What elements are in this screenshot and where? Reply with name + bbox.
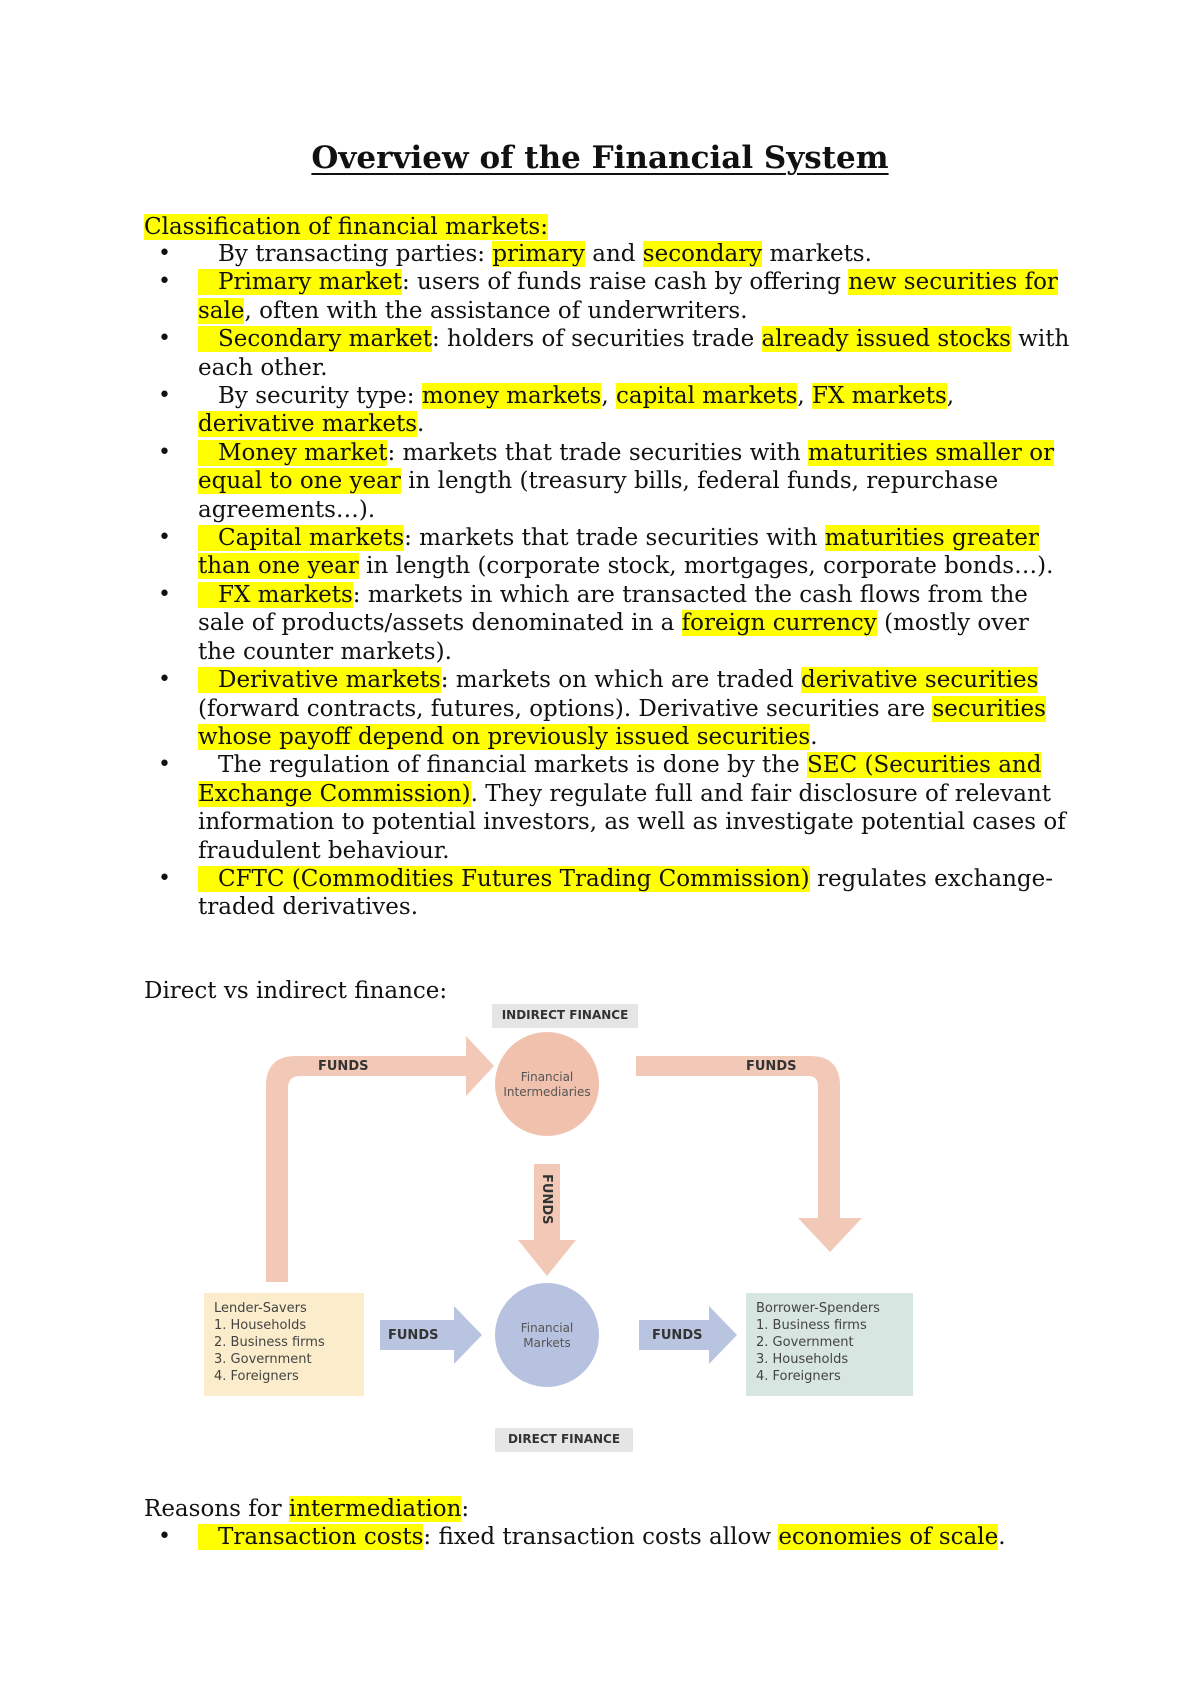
borrower-spenders-item: 2. Government	[756, 1335, 854, 1350]
bullet-item	[0, 1523, 1200, 1551]
reasons-heading-highlight: intermediation	[288, 1496, 462, 1522]
markets-label-line1: Financial	[520, 1321, 574, 1335]
highlighted-text: FX markets	[812, 383, 947, 410]
funds-label-direct-left: FUNDS	[388, 1328, 439, 1343]
highlighted-text: foreign currency	[681, 610, 877, 637]
bullet-text: .	[810, 723, 818, 750]
bullet-text: : markets on which are traded	[440, 667, 801, 694]
funds-label-indirect-left: FUNDS	[318, 1059, 369, 1074]
highlighted-text: already issued stocks	[761, 326, 1011, 353]
bullet-item	[0, 439, 1200, 524]
highlighted-text: SEC (Securities and Exchange Commission)	[198, 752, 1042, 807]
bullet-item	[0, 268, 1200, 325]
bullet-dot: •	[158, 439, 171, 465]
indirect-finance-label: INDIRECT FINANCE	[501, 1008, 629, 1022]
bullet-text: (forward contracts, futures, options). Derivative securities are	[198, 695, 933, 722]
bullet-item	[0, 325, 1200, 382]
highlighted-text: capital markets	[615, 383, 798, 410]
bullet-text: ,	[946, 383, 955, 410]
bullet-dot: •	[158, 383, 171, 409]
highlighted-text: CFTC (Commodities Futures Trading Commission)	[198, 866, 810, 892]
highlighted-text: Transaction costs	[198, 1524, 423, 1550]
classification-heading	[144, 212, 548, 242]
bullet-dot: •	[158, 667, 171, 693]
highlighted-text: maturities smaller or equal to one year	[198, 439, 1055, 495]
bullet-item	[0, 751, 1200, 865]
funds-label-vertical: FUNDS	[539, 1174, 554, 1225]
highlighted-text: economies of scale	[778, 1524, 999, 1550]
lender-savers-item: 4. Foreigners	[214, 1369, 299, 1384]
highlighted-text: securities whose payoff depend on previously issued securities	[198, 695, 1046, 750]
lender-savers-item: 1. Households	[214, 1318, 307, 1333]
bullet-item	[0, 865, 1200, 922]
bullet-text: with each other.	[198, 326, 1070, 381]
bullet-text: in length (treasury bills, federal funds, repurchase agreements…).	[198, 468, 999, 523]
bullet-dot: •	[158, 865, 171, 891]
reasons-heading-pre: Reasons for	[144, 1496, 289, 1522]
bullet-text: markets.	[762, 241, 872, 267]
bullet-text: The regulation of financial markets is done by the	[218, 752, 808, 779]
bullet-text: : fixed transaction costs allow	[423, 1524, 779, 1550]
highlighted-text: money markets	[421, 383, 602, 410]
bullet-item	[0, 382, 1200, 439]
bullet-dot: •	[158, 326, 171, 352]
bullet-dot: •	[158, 1524, 171, 1549]
indirect-funds-arrow-left	[266, 1036, 494, 1282]
intermediaries-label	[495, 1070, 599, 1100]
classification-bullet-list	[0, 240, 1200, 922]
bullet-text: : markets that trade securities with	[387, 439, 809, 466]
indirect-funds-arrow-right	[636, 1056, 862, 1252]
page-title: Overview of the Financial System	[311, 140, 889, 176]
bullet-text: .	[998, 1524, 1006, 1550]
highlighted-text: primary	[492, 241, 585, 267]
lender-savers-item: 3. Government	[214, 1352, 312, 1367]
bullet-text: . They regulate full and fair disclosure of relevant information to potential investors, as well as investigate potential cases of fraudulent behaviour.	[198, 780, 1066, 864]
reasons-heading-post: :	[461, 1496, 470, 1522]
funds-label-direct-right: FUNDS	[652, 1328, 703, 1343]
highlighted-text: derivative securities	[801, 667, 1039, 694]
lender-savers-list	[214, 1300, 325, 1385]
intermediaries-label-line1: Financial	[520, 1070, 574, 1084]
highlighted-text: FX markets	[198, 582, 353, 608]
direct-vs-indirect-heading: Direct vs indirect finance:	[144, 978, 448, 1004]
highlighted-text: new securities for sale	[198, 269, 1058, 324]
borrower-spenders-item: 3. Households	[756, 1352, 849, 1367]
bullet-text: By transacting parties:	[218, 241, 493, 267]
highlighted-text: derivative markets	[198, 411, 418, 438]
highlighted-text: Capital markets	[198, 525, 404, 551]
reasons-bullet-list	[0, 1523, 1200, 1551]
bullet-text: ,	[797, 383, 813, 410]
borrower-spenders-item: 4. Foreigners	[756, 1369, 841, 1384]
bullet-item	[0, 524, 1200, 581]
bullet-text: : users of funds raise cash by offering	[401, 269, 849, 296]
bullet-text: (mostly over the counter markets).	[198, 610, 1029, 665]
bullet-item	[0, 666, 1200, 751]
borrower-spenders-item: 1. Business firms	[756, 1318, 867, 1333]
highlighted-text: secondary	[642, 241, 763, 267]
lender-savers-title: Lender-Savers	[214, 1301, 307, 1316]
bullet-dot: •	[158, 752, 171, 778]
funds-label-indirect-right: FUNDS	[746, 1059, 797, 1074]
bullet-text: By security type:	[218, 383, 422, 410]
highlighted-text: maturities greater than one year	[198, 525, 1039, 580]
highlighted-text: Money market	[198, 440, 387, 466]
bullet-text: regulates exchange-traded derivatives.	[198, 865, 1054, 921]
borrower-spenders-list	[756, 1300, 880, 1385]
bullet-dot: •	[158, 241, 171, 266]
bullet-text: : markets that trade securities with	[404, 525, 825, 552]
bullet-item	[0, 581, 1200, 666]
financial-flow-diagram	[190, 1004, 930, 1464]
markets-label-line2: Markets	[523, 1336, 571, 1350]
bullet-dot: •	[158, 269, 171, 295]
borrower-spenders-title: Borrower-Spenders	[756, 1301, 880, 1316]
markets-label	[495, 1321, 599, 1351]
bullet-text: : markets in which are transacted the cash flows from the sale of products/assets denominated in a	[198, 581, 1028, 637]
intermediaries-label-line2: Intermediaries	[503, 1085, 591, 1099]
highlighted-text: Derivative markets	[198, 667, 441, 693]
highlighted-text: Secondary market	[198, 326, 432, 352]
direct-finance-label: DIRECT FINANCE	[507, 1432, 621, 1446]
bullet-text: ,	[601, 383, 616, 410]
bullet-text: and	[584, 241, 643, 267]
bullet-text: : holders of securities trade	[431, 326, 762, 353]
reasons-heading	[144, 1494, 469, 1524]
bullet-text: in length (corporate stock, mortgages, corporate bonds…).	[358, 553, 1054, 580]
bullet-dot: •	[158, 581, 171, 607]
bullet-dot: •	[158, 525, 171, 551]
bullet-text: , often with the assistance of underwriters.	[244, 297, 748, 324]
highlighted-text: Primary market	[198, 269, 402, 295]
lender-savers-item: 2. Business firms	[214, 1335, 325, 1350]
bullet-text: .	[417, 411, 425, 438]
classification-heading-text: Classification of financial markets:	[144, 214, 548, 240]
bullet-item	[0, 240, 1200, 268]
